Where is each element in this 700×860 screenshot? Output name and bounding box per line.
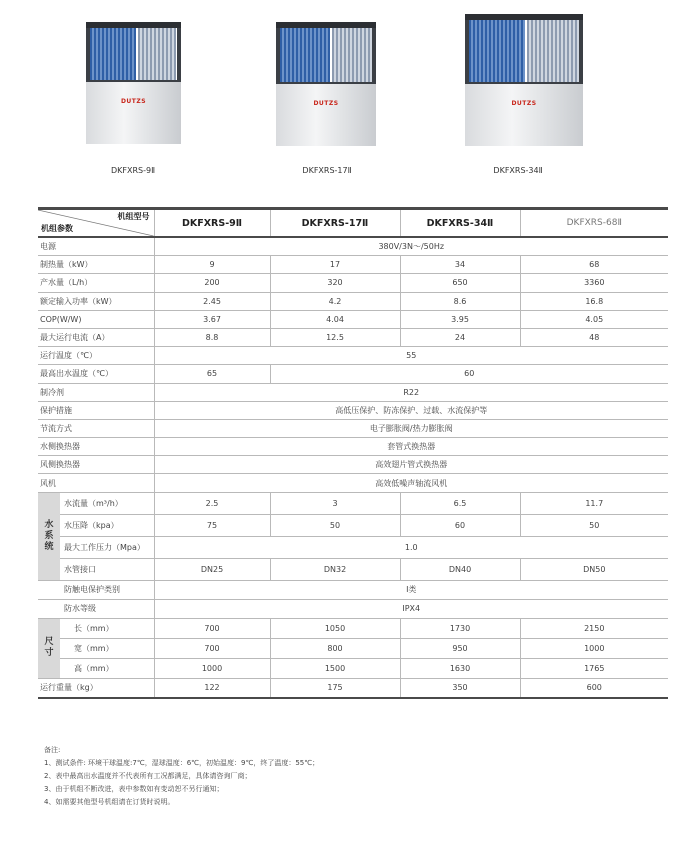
note-item: 2、表中最高出水温度并不代表所有工况都满足，具体请咨询厂商； bbox=[44, 772, 252, 780]
merged-value: 55 bbox=[154, 347, 668, 365]
cell-value: 50 bbox=[270, 514, 400, 536]
cell-value: 16.8 bbox=[520, 292, 668, 310]
cell-value: 12.5 bbox=[270, 328, 400, 346]
row-label: 保护措施 bbox=[38, 401, 154, 419]
brand-logo: DUTZS bbox=[120, 98, 147, 105]
diagonal-header-cell bbox=[38, 209, 154, 238]
cell-value: 1765 bbox=[520, 658, 668, 678]
cell-value: 1500 bbox=[270, 658, 400, 678]
cell-value: 700 bbox=[154, 638, 270, 658]
table-row bbox=[38, 365, 668, 383]
cell-value: 2.5 bbox=[154, 492, 270, 514]
merged-value: 1.0 bbox=[154, 536, 668, 558]
cell-value: DN25 bbox=[154, 558, 270, 580]
cell-value: 68 bbox=[520, 256, 668, 274]
row-label: 风机 bbox=[38, 474, 154, 492]
table-row bbox=[38, 438, 668, 456]
merged-value: 高效翅片管式换热器 bbox=[154, 456, 668, 474]
row-label: 最大运行电流（A） bbox=[38, 328, 154, 346]
model-header: DKFXRS-68Ⅱ bbox=[520, 209, 668, 238]
cell-value: 2150 bbox=[520, 618, 668, 638]
row-label: 水流量（m³/h） bbox=[60, 492, 154, 514]
model-header: DKFXRS-9Ⅱ bbox=[154, 209, 270, 238]
cell-value: 3.95 bbox=[400, 310, 520, 328]
cell-value: 34 bbox=[400, 256, 520, 274]
product-caption-3: DKFXRS-34Ⅱ bbox=[493, 166, 543, 175]
row-label: 水侧换热器 bbox=[38, 438, 154, 456]
cell-value: 650 bbox=[400, 274, 520, 292]
table-row bbox=[38, 514, 668, 536]
cell-value: 2.45 bbox=[154, 292, 270, 310]
notes-section bbox=[44, 744, 319, 809]
cell-value: 950 bbox=[400, 638, 520, 658]
table-row bbox=[38, 474, 668, 492]
cell-value: 1050 bbox=[270, 618, 400, 638]
cell-value: 8.6 bbox=[400, 292, 520, 310]
cell-value: 175 bbox=[270, 678, 400, 698]
cell-value: 8.8 bbox=[154, 328, 270, 346]
brand-logo: DUTZS bbox=[313, 100, 339, 107]
cell-value: 50 bbox=[520, 514, 668, 536]
cell-value: 122 bbox=[154, 678, 270, 698]
merged-value: R22 bbox=[154, 383, 668, 401]
header-param-label: 机组参数 bbox=[41, 224, 73, 233]
cell-value: 11.7 bbox=[520, 492, 668, 514]
cell-value: 65 bbox=[154, 365, 270, 383]
table-row bbox=[38, 419, 668, 437]
row-label: 运行重量（kg） bbox=[38, 678, 154, 698]
table-row bbox=[38, 456, 668, 474]
row-label: 电源 bbox=[38, 237, 154, 256]
row-label: 宽（mm） bbox=[60, 638, 154, 658]
note-item: 1、测试条件: 环境干球温度:7℃，湿球温度：6℃，初始温度：9℃，终了温度：55℃； bbox=[44, 759, 320, 767]
cell-value: 700 bbox=[154, 618, 270, 638]
cell-value: 4.05 bbox=[520, 310, 668, 328]
brand-logo: DUTZS bbox=[511, 100, 537, 107]
spec-table bbox=[38, 207, 668, 699]
row-label: 节流方式 bbox=[38, 419, 154, 437]
model-header: DKFXRS-17Ⅱ bbox=[270, 209, 400, 238]
cell-value: 4.2 bbox=[270, 292, 400, 310]
row-label: 水压降（kpa） bbox=[60, 514, 154, 536]
row-label: COP(W/W) bbox=[38, 310, 154, 328]
cell-value: DN32 bbox=[270, 558, 400, 580]
cell-value: 1000 bbox=[520, 638, 668, 658]
merged-value: 高低压保护、防冻保护、过载、水流保护等 bbox=[154, 401, 668, 419]
row-label: 风侧换热器 bbox=[38, 456, 154, 474]
cell-value: 320 bbox=[270, 274, 400, 292]
merged-value: 电子膨胀阀/热力膨胀阀 bbox=[154, 419, 668, 437]
table-row bbox=[38, 383, 668, 401]
table-row bbox=[38, 678, 668, 698]
cell-value: 1630 bbox=[400, 658, 520, 678]
table-row bbox=[38, 492, 668, 514]
table-row bbox=[38, 292, 668, 310]
product-caption-1: DKFXRS-9Ⅱ bbox=[110, 166, 156, 175]
row-label: 最大工作压力（Mpa） bbox=[60, 536, 154, 558]
table-row bbox=[38, 580, 668, 599]
note-item: 4、如需要其他型号机组请在订货时说明。 bbox=[44, 798, 175, 806]
cell-value: 1730 bbox=[400, 618, 520, 638]
cell-value: 17 bbox=[270, 256, 400, 274]
merged-value: IPX4 bbox=[154, 599, 668, 618]
note-item: 3、由于机组不断改进，表中参数如有变动恕不另行通知； bbox=[44, 785, 224, 793]
cell-value: 3.67 bbox=[154, 310, 270, 328]
row-label: 制热量（kW） bbox=[38, 256, 154, 274]
cell-value: 9 bbox=[154, 256, 270, 274]
row-label: 高（mm） bbox=[60, 658, 154, 678]
table-row bbox=[38, 599, 668, 618]
cell-value: DN50 bbox=[520, 558, 668, 580]
water-system-group-label: 水系统 bbox=[38, 492, 60, 580]
row-label: 额定输入功率（kW） bbox=[38, 292, 154, 310]
table-row bbox=[38, 558, 668, 580]
cell-value: 3360 bbox=[520, 274, 668, 292]
cell-value: 48 bbox=[520, 328, 668, 346]
row-label: 长（mm） bbox=[60, 618, 154, 638]
merged-value: Ⅰ类 bbox=[154, 580, 668, 599]
merged-value: 60 bbox=[270, 365, 668, 383]
table-row bbox=[38, 638, 668, 658]
product-caption-2: DKFXRS-17Ⅱ bbox=[302, 166, 352, 175]
cell-value: 75 bbox=[154, 514, 270, 536]
cell-value: 1000 bbox=[154, 658, 270, 678]
cell-value: 6.5 bbox=[400, 492, 520, 514]
table-row bbox=[38, 658, 668, 678]
row-label: 运行温度（℃） bbox=[38, 347, 154, 365]
product-image-3 bbox=[465, 14, 583, 146]
row-label: 防水等级 bbox=[60, 599, 154, 618]
row-label: 产水量（L/h） bbox=[38, 274, 154, 292]
row-label: 最高出水温度（℃） bbox=[38, 365, 154, 383]
cell-value: 4.04 bbox=[270, 310, 400, 328]
table-row bbox=[38, 401, 668, 419]
cell-value: 24 bbox=[400, 328, 520, 346]
table-row bbox=[38, 274, 668, 292]
cell-value: 800 bbox=[270, 638, 400, 658]
cell-value: 60 bbox=[400, 514, 520, 536]
cell-value: DN40 bbox=[400, 558, 520, 580]
table-row bbox=[38, 536, 668, 558]
table-row bbox=[38, 237, 668, 256]
table-row bbox=[38, 310, 668, 328]
row-label: 水管接口 bbox=[60, 558, 154, 580]
row-label: 制冷剂 bbox=[38, 383, 154, 401]
merged-value: 高效低噪声轴流风机 bbox=[154, 474, 668, 492]
cell-value: 350 bbox=[400, 678, 520, 698]
table-row bbox=[38, 347, 668, 365]
table-row bbox=[38, 618, 668, 638]
header-model-label: 机组型号 bbox=[117, 212, 150, 221]
model-header: DKFXRS-34Ⅱ bbox=[400, 209, 520, 238]
product-image-2 bbox=[276, 22, 376, 146]
cell-value: 600 bbox=[520, 678, 668, 698]
merged-value: 380V/3N～/50Hz bbox=[154, 237, 668, 256]
row-label: 防触电保护类别 bbox=[60, 580, 154, 599]
size-group-label: 尺寸 bbox=[38, 618, 60, 678]
product-image-1 bbox=[86, 22, 181, 144]
merged-value: 套管式换热器 bbox=[154, 438, 668, 456]
table-header-row bbox=[38, 209, 668, 238]
cell-value: 200 bbox=[154, 274, 270, 292]
table-row bbox=[38, 256, 668, 274]
notes-title: 备注: bbox=[44, 746, 61, 754]
table-row bbox=[38, 328, 668, 346]
cell-value: 3 bbox=[270, 492, 400, 514]
